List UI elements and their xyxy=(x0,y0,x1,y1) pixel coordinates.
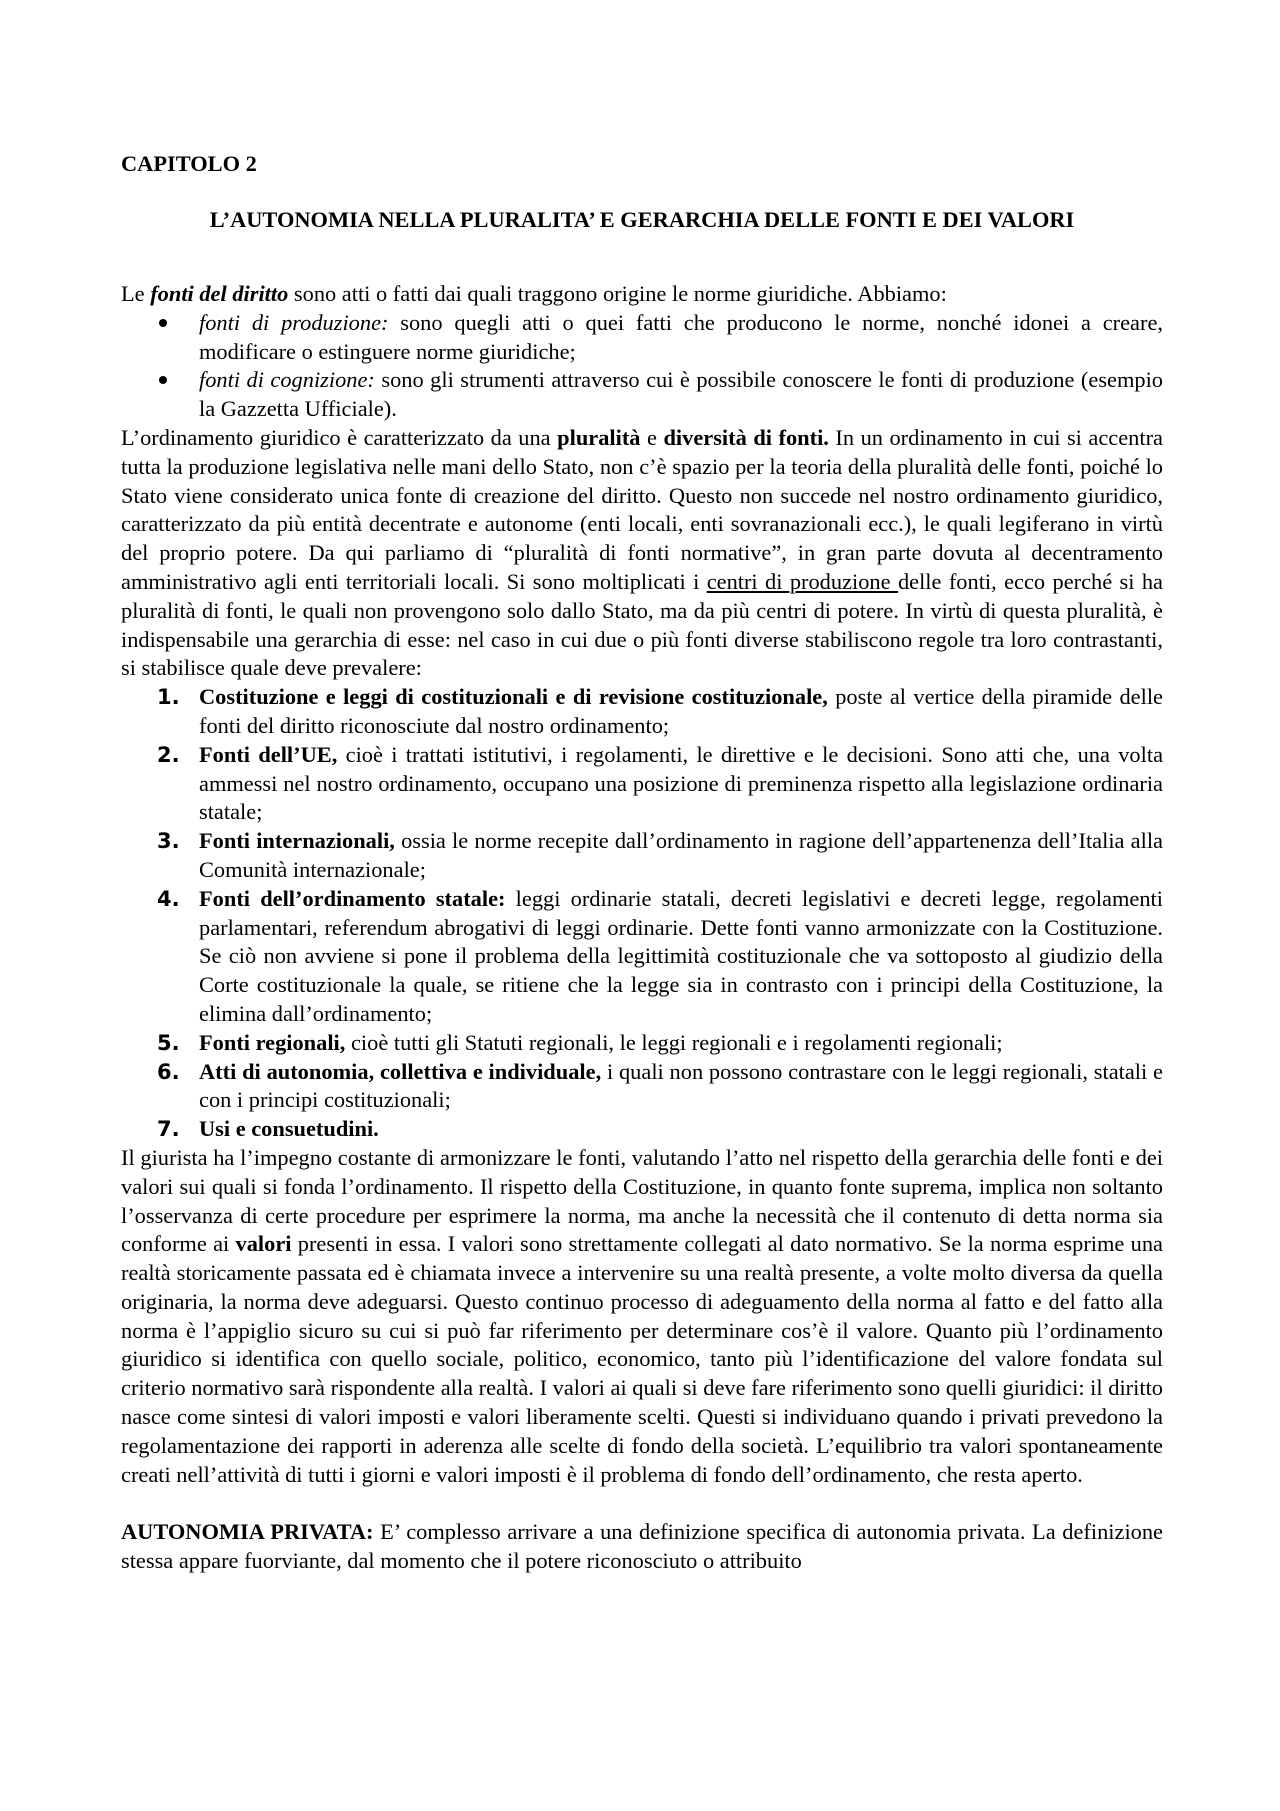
hierarchy-item-6 xyxy=(121,1058,1163,1116)
text-run: Il giurista ha l’impegno costante di armonizzare le fonti, valutando l’atto nel rispetto della gerarchia delle fonti e dei valori sui quali si fonda l’ordinamento. Il rispetto della Costituzione, in quanto fonte suprema, implica non soltanto l’osservanza di certe procedure per esprimere la norma, ma anche la necessità che il contenuto di detta norma sia conforme ai xyxy=(121,1144,1163,1257)
hierarchy-item-5 xyxy=(121,1029,1163,1058)
list-number: 2. xyxy=(157,742,180,767)
text-run: delle fonti, ecco perché si ha pluralità di fonti, le quali non provengono solo dallo Stato, ma da più centri di potere. In virtù di questa pluralità, è indispensabile una gerarchia di esse: nel caso in cui due o più fonti diverse stabiliscono regole tra loro contrastanti, si stabilisce quale deve prevalere: xyxy=(121,568,1163,681)
hierarchy-item-title: Fonti regionali, xyxy=(199,1029,346,1055)
hierarchy-item-title: Fonti dell’ordinamento statale: xyxy=(199,885,506,911)
giurista-paragraph xyxy=(121,1144,1163,1490)
bold-valori: valori xyxy=(235,1231,292,1257)
bullet-item-cognizione xyxy=(121,366,1163,424)
list-number: 7. xyxy=(157,1117,180,1142)
bullet-term: fonti di produzione: xyxy=(199,309,389,335)
hierarchy-item-title: Usi e consuetudini. xyxy=(199,1116,379,1142)
bullet-dot-icon xyxy=(159,376,167,384)
intro-text-end: sono atti o fatti dai quali traggono origine le norme giuridiche. Abbiamo: xyxy=(288,281,947,306)
intro-term: fonti del diritto xyxy=(150,281,289,306)
hierarchy-item-text: cioè tutti gli Statuti regionali, le leggi regionali e i regolamenti regionali; xyxy=(345,1029,1003,1055)
bullet-text: sono gli strumenti attraverso cui è possibile conoscere le fonti di produzione (esempio la Gazzetta Ufficiale). xyxy=(199,367,1163,422)
hierarchy-item-title: Fonti dell’UE, xyxy=(199,741,338,767)
bullet-text: sono quegli atti o quei fatti che producono le norme, nonché idonei a creare, modificare o estinguere norme giuridiche; xyxy=(199,309,1163,364)
hierarchy-item-text: cioè i trattati istitutivi, i regolamenti, le direttive e le decisioni. Sono atti che, una volta ammessi nel nostro ordinamento, occupano una posizione di preminenza rispetto alla legislazione ordinaria statale; xyxy=(199,741,1164,825)
autonomia-heading: AUTONOMIA PRIVATA: xyxy=(121,1519,374,1545)
autonomia-paragraph xyxy=(121,1518,1163,1576)
hierarchy-item-title: Atti di autonomia, collettiva e individuale, xyxy=(199,1058,602,1084)
list-number: 1. xyxy=(157,685,180,710)
text-run: presenti in essa. I valori sono strettamente collegati al dato normativo. Se la norma esprime una realtà storicamente passata ed è chiamata invece a intervenire su una realtà presente, a volte molto diversa da quella originaria, la norma deve adeguarsi. Questo continuo processo di adeguamento della norma al fatto e del fatto alla norma è l’appiglio sicuro su cui si può far riferimento per determinare cos’è il valore. Quanto più l’ordinamento giuridico si identifica con quello sociale, politico, economico, tanto più l’identificazione del valore fondata sul criterio normativo sarà rispondente alla realtà. I valori ai quali si deve fare riferimento sono quelli giuridici: il diritto nasce come sintesi di valori imposti e valori liberamente scelti. Questi si individuano quando i privati prevedono la regolamentazione dei rapporti in aderenza alle scelte di fondo della società. L’equilibrio tra valori spontaneamente creati nell’attività di tutti i giorni e valori imposti è il problema di fondo dell’ordinamento, che resta aperto. xyxy=(121,1231,1163,1487)
hierarchy-item-7 xyxy=(121,1115,1163,1144)
chapter-title: L’AUTONOMIA NELLA PLURALITA’ E GERARCHIA DELLE FONTI E DEI VALORI xyxy=(209,207,1075,232)
intro-text-start: Le xyxy=(121,281,151,306)
sources-bullet-list xyxy=(121,309,1163,424)
hierarchy-item-text: poste al vertice della piramide delle fonti del diritto riconosciute dal nostro ordinamento; xyxy=(199,684,1163,738)
hierarchy-item-text: leggi ordinarie statali, decreti legislativi e decreti legge, regolamenti parlamentari, referendum abrogativi di leggi ordinarie. Dette fonti vanno armonizzate con la Costituzione. Se ciò non avviene si pone il problema della legittimità costituzionale che va sottoposto al giudizio della Corte costituzionale la quale, se ritiene che la legge sia in contrasto con i principi della Costituzione, la elimina dall’ordinamento; xyxy=(199,885,1163,1026)
intro-paragraph xyxy=(121,280,1163,309)
hierarchy-item-text: i quali non possono contrastare con le leggi regionali, statali e con i principi costituzionali; xyxy=(199,1058,1163,1113)
chapter-label: CAPITOLO 2 xyxy=(121,151,257,176)
bold-diversita: diversità di fonti. xyxy=(663,424,829,450)
hierarchy-item-4 xyxy=(121,885,1163,1029)
paragraph-spacer xyxy=(121,1489,1163,1518)
list-number: 6. xyxy=(157,1059,180,1084)
bold-pluralita: pluralità xyxy=(557,424,641,450)
bullet-dot-icon xyxy=(159,319,167,327)
hierarchy-item-3 xyxy=(121,827,1163,885)
document-page xyxy=(121,150,1163,1576)
hierarchy-item-title: Costituzione e leggi di costituzionali e di revisione costituzionale, xyxy=(199,684,828,710)
hierarchy-list xyxy=(121,683,1163,1144)
hierarchy-item-2 xyxy=(121,741,1163,827)
text-run: L’ordinamento giuridico è caratterizzato da una xyxy=(121,424,558,450)
text-run: In un ordinamento in cui si accentra tutta la produzione legislativa nelle mani dello Stato, non c’è spazio per la teoria della pluralità delle fonti, poiché lo Stato viene considerato unica fonte di creazione del diritto. Questo non succede nel nostro ordinamento giuridico, caratterizzato da più entità decentrate e autonome (enti locali, enti sovranazionali ecc.), le quali legiferano in virtù del proprio potere. Da qui parliamo di “pluralità di fonti normative”, in gran parte dovuta al decentramento amministrativo agli enti territoriali locali. Si sono moltiplicati i xyxy=(121,424,1163,594)
hierarchy-item-text: ossia le norme recepite dall’ordinamento in ragione dell’appartenenza dell’Italia alla Comunità internazionale; xyxy=(199,828,1163,882)
autonomia-text: E’ complesso arrivare a una definizione specifica di autonomia privata. La definizione stessa appare fuorviante, dal momento che il potere riconosciuto o attribuito xyxy=(121,1519,1163,1574)
text-run: e xyxy=(640,424,664,450)
list-number: 4. xyxy=(157,886,180,911)
underlined-centri-produzione: centri di produzione xyxy=(706,568,898,594)
list-number: 5. xyxy=(157,1030,180,1055)
bullet-term: fonti di cognizione: xyxy=(199,367,375,393)
bullet-item-produzione xyxy=(121,309,1163,367)
list-number: 3. xyxy=(157,829,180,854)
ordinamento-paragraph xyxy=(121,424,1163,683)
hierarchy-item-1 xyxy=(121,683,1163,741)
hierarchy-item-title: Fonti internazionali, xyxy=(199,828,395,854)
